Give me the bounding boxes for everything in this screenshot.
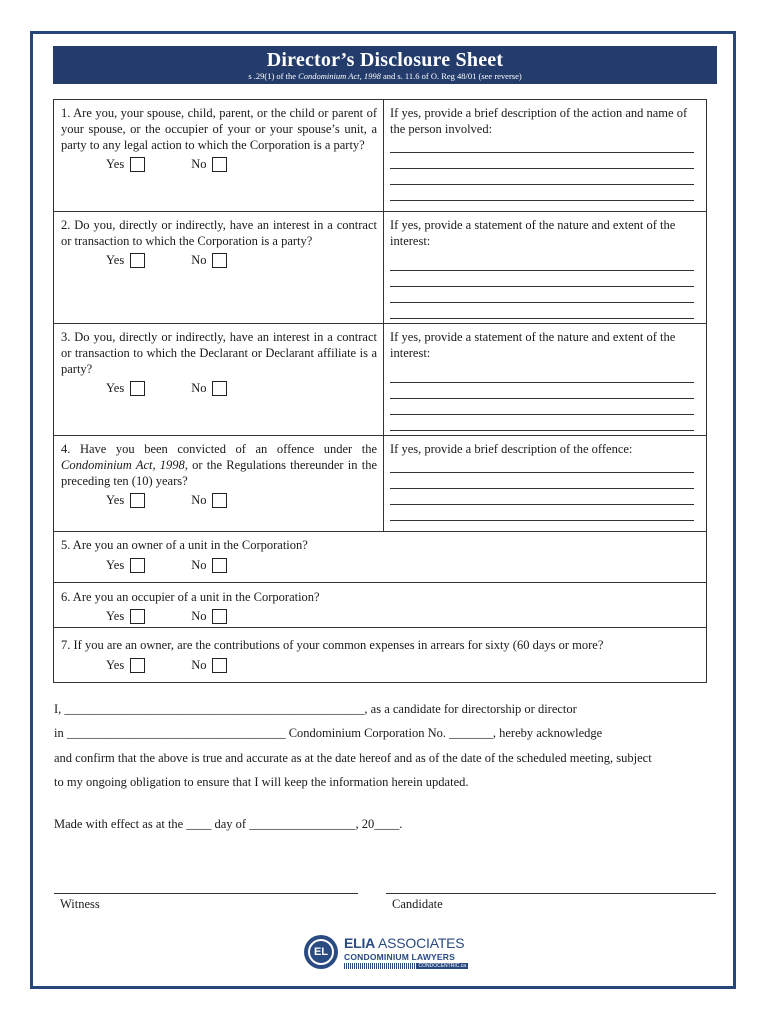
question-row-7 xyxy=(53,627,707,683)
yes-checkbox[interactable] xyxy=(130,493,145,508)
answer-line[interactable] xyxy=(390,287,694,303)
answer-prompt: If yes, provide a statement of the nature and extent of the interest: xyxy=(390,218,676,248)
candidate-signature-line[interactable] xyxy=(386,893,716,894)
yes-no-group: Yes No xyxy=(61,379,377,397)
answer-line[interactable] xyxy=(390,457,694,473)
answer-line[interactable] xyxy=(390,137,694,153)
no-checkbox[interactable] xyxy=(212,558,227,573)
question-text: 4. Have you been convicted of an offence under the Condominium Act, 1998, or the Regulations thereunder in the preceding ten (10) years? xyxy=(61,442,377,488)
candidate-label: Candidate xyxy=(392,897,443,911)
yes-checkbox[interactable] xyxy=(130,609,145,624)
declaration-line-4: to my ongoing obligation to ensure that I will keep the information herein updated. xyxy=(54,775,469,789)
page-title: Director’s Disclosure Sheet xyxy=(266,49,504,71)
declaration-line-1: I, ________________________________________________, as a candidate for directorship or director xyxy=(54,702,577,716)
question-text: 1. Are you, your spouse, child, parent, or the child or parent of your spouse, or the occupier of your or your spouse’s unit, a party to any legal action to which the Corporation is a party? xyxy=(61,106,377,152)
yes-checkbox[interactable] xyxy=(130,157,145,172)
answer-prompt: If yes, provide a brief description of the action and name of the person involved: xyxy=(390,106,688,136)
witness-label: Witness xyxy=(60,897,100,911)
yes-no-group: Yes No xyxy=(61,491,377,509)
answer-line[interactable] xyxy=(390,399,694,415)
answer-line[interactable] xyxy=(390,383,694,399)
yes-no-group: Yes No xyxy=(61,155,377,173)
yes-checkbox[interactable] xyxy=(130,253,145,268)
question-text: 5. Are you an owner of a unit in the Corporation? xyxy=(61,538,308,552)
no-checkbox[interactable] xyxy=(212,609,227,624)
no-checkbox[interactable] xyxy=(212,658,227,673)
question-row-4 xyxy=(53,435,707,532)
answer-line[interactable] xyxy=(390,473,694,489)
answer-line[interactable] xyxy=(390,415,694,431)
question-row-1 xyxy=(53,99,707,212)
answer-line[interactable] xyxy=(390,255,694,271)
question-text: 3. Do you, directly or indirectly, have an interest in a contract or transaction to which the Declarant or Declarant affiliate is a party? xyxy=(61,330,377,376)
yes-checkbox[interactable] xyxy=(130,381,145,396)
declaration-line-3: and confirm that the above is true and accurate as at the date hereof and as of the date of the scheduled meeting, subject xyxy=(54,751,652,765)
answer-prompt: If yes, provide a statement of the nature and extent of the interest: xyxy=(390,330,676,360)
title-bar xyxy=(53,46,717,84)
yes-checkbox[interactable] xyxy=(130,558,145,573)
answer-line[interactable] xyxy=(390,271,694,287)
elia-associates-logo: EL ELIA ASSOCIATES CONDOMINIUM LAWYERS CONDOCENTRIC.ca xyxy=(304,935,474,977)
yes-checkbox[interactable] xyxy=(130,658,145,673)
declaration-line-2: in ___________________________________ Condominium Corporation No. _______, hereby acknowledge xyxy=(54,726,603,740)
question-row-2 xyxy=(53,211,707,324)
yes-no-group: Yes No xyxy=(61,656,699,674)
no-checkbox[interactable] xyxy=(212,157,227,172)
yes-no-group: Yes No xyxy=(61,251,377,269)
question-row-3 xyxy=(53,323,707,436)
answer-prompt: If yes, provide a brief description of the offence: xyxy=(390,442,633,456)
answer-line[interactable] xyxy=(390,185,694,201)
no-checkbox[interactable] xyxy=(212,253,227,268)
answer-line[interactable] xyxy=(390,489,694,505)
answer-line[interactable] xyxy=(390,153,694,169)
answer-line[interactable] xyxy=(390,505,694,521)
logo-emblem-icon: EL xyxy=(304,935,338,969)
question-row-5 xyxy=(53,531,707,583)
no-checkbox[interactable] xyxy=(212,381,227,396)
answer-line[interactable] xyxy=(390,303,694,319)
page-subtitle: s .29(1) of the Condominium Act, 1998 and s. 11.6 of O. Reg 48/01 (see reverse) xyxy=(248,71,522,81)
question-row-6 xyxy=(53,582,707,628)
question-text: 7. If you are an owner, are the contributions of your common expenses in arrears for sixty (60 days or more? xyxy=(61,638,604,652)
witness-signature-line[interactable] xyxy=(54,893,358,894)
answer-line[interactable] xyxy=(390,367,694,383)
no-checkbox[interactable] xyxy=(212,493,227,508)
yes-no-group: Yes No xyxy=(61,556,699,574)
answer-line[interactable] xyxy=(390,169,694,185)
effect-date-line: Made with effect as at the ____ day of _________________, 20____. xyxy=(54,817,403,831)
yes-no-group: Yes No xyxy=(61,607,699,625)
question-text: 6. Are you an occupier of a unit in the Corporation? xyxy=(61,590,320,604)
question-text: 2. Do you, directly or indirectly, have an interest in a contract or transaction to which the Corporation is a party? xyxy=(61,218,377,248)
